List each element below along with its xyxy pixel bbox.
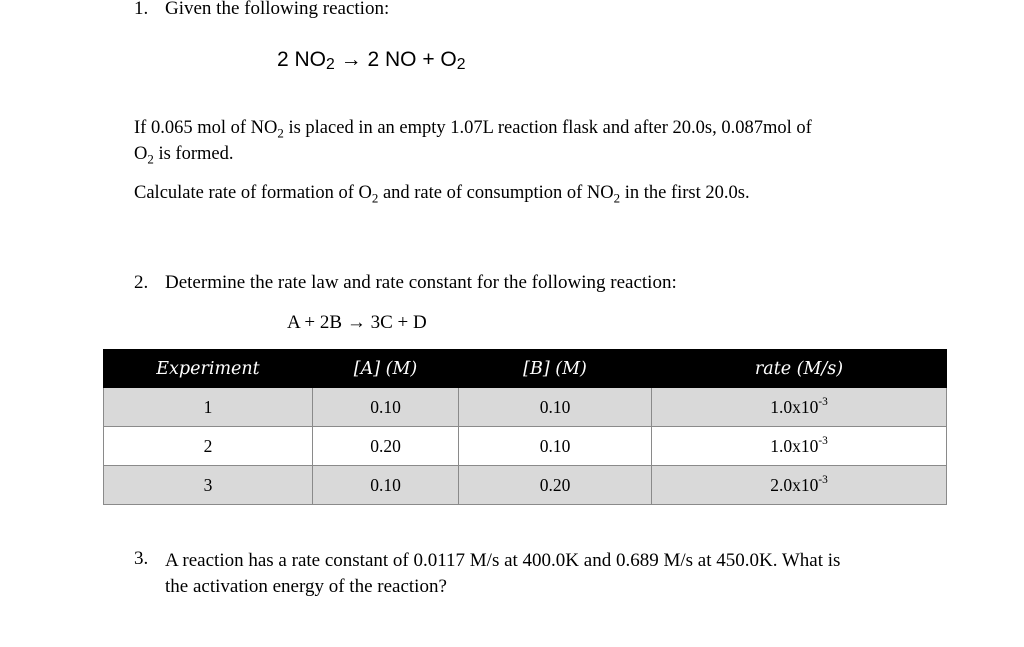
q1-equation (277, 48, 466, 72)
q1-p1-text-b: is placed in an empty 1.07L reaction flask and after 20.0s, 0.087mol of (283, 118, 812, 138)
q1-number: 1. (134, 0, 149, 19)
q3-line-1: A reaction has a rate constant of 0.0117 M/s at 400.0K and 0.689 M/s at 450.0K. What is (165, 550, 841, 571)
q1-p1-sub2: 2 (147, 151, 154, 167)
cell-conc-a: 0.10 (313, 466, 459, 505)
q2-number: 2. (134, 272, 149, 293)
q3-number: 3. (134, 548, 149, 569)
q1-eq-reactant: 2 NO (277, 48, 327, 71)
q1-p2-text-b: and rate of consumption of NO (378, 183, 614, 203)
q1-eq-sub2: 2 (456, 56, 466, 73)
q1-eq-products: 2 NO + O (367, 48, 457, 71)
q1-paragraph-1 (134, 115, 812, 167)
q1-paragraph-2 (134, 180, 750, 206)
cell-rate (652, 388, 947, 427)
q1-p2-sub2: 2 (613, 190, 621, 206)
cell-experiment: 2 (104, 427, 313, 466)
cell-conc-b: 0.10 (459, 388, 652, 427)
rate-value: 1.0x10 (770, 396, 819, 417)
table-row (104, 427, 947, 466)
q3-line-2: the activation energy of the reaction? (165, 576, 447, 597)
q1-p2-text-a: Calculate rate of formation of O (134, 183, 372, 203)
q3-text (165, 548, 840, 600)
table-row (104, 388, 947, 427)
q1-p1-text-d: is formed. (153, 144, 234, 164)
header-experiment: Experiment (104, 350, 313, 388)
rate-exponent: -3 (818, 434, 828, 447)
q2-eq-arrow: → (346, 312, 366, 333)
q2-equation (287, 312, 427, 334)
q2-prompt: Determine the rate law and rate constant for the following reaction: (165, 272, 677, 293)
rate-value: 2.0x10 (770, 474, 819, 495)
rate-data-table (103, 349, 947, 505)
rate-value: 1.0x10 (770, 435, 819, 456)
q1-prompt: Given the following reaction: (165, 0, 390, 19)
q2-eq-reactants: A + 2B (287, 312, 347, 333)
q1-p1-sub1: 2 (277, 125, 284, 141)
q1-p1-text-a: If 0.065 mol of NO (134, 118, 278, 138)
cell-rate (652, 427, 947, 466)
cell-conc-a: 0.10 (313, 388, 459, 427)
header-conc-b: [B] (M) (459, 350, 652, 388)
cell-conc-a: 0.20 (313, 427, 459, 466)
q1-p2-text-c: in the first 20.0s. (620, 183, 750, 203)
header-conc-a: [A] (M) (313, 350, 459, 388)
q2-eq-products: 3C + D (365, 312, 427, 333)
q1-p2-sub1: 2 (371, 190, 379, 206)
cell-experiment: 1 (104, 388, 313, 427)
cell-conc-b: 0.20 (459, 466, 652, 505)
cell-conc-b: 0.10 (459, 427, 652, 466)
q1-eq-arrow: → (340, 48, 362, 71)
table-header-row (104, 350, 947, 388)
q1-p1-text-c: O (134, 144, 148, 164)
cell-rate (652, 466, 947, 505)
cell-experiment: 3 (104, 466, 313, 505)
rate-exponent: -3 (818, 473, 828, 486)
table-row (104, 466, 947, 505)
q1-eq-sub1: 2 (326, 56, 335, 73)
rate-exponent: -3 (818, 395, 828, 408)
header-rate: rate (M/s) (652, 350, 947, 388)
